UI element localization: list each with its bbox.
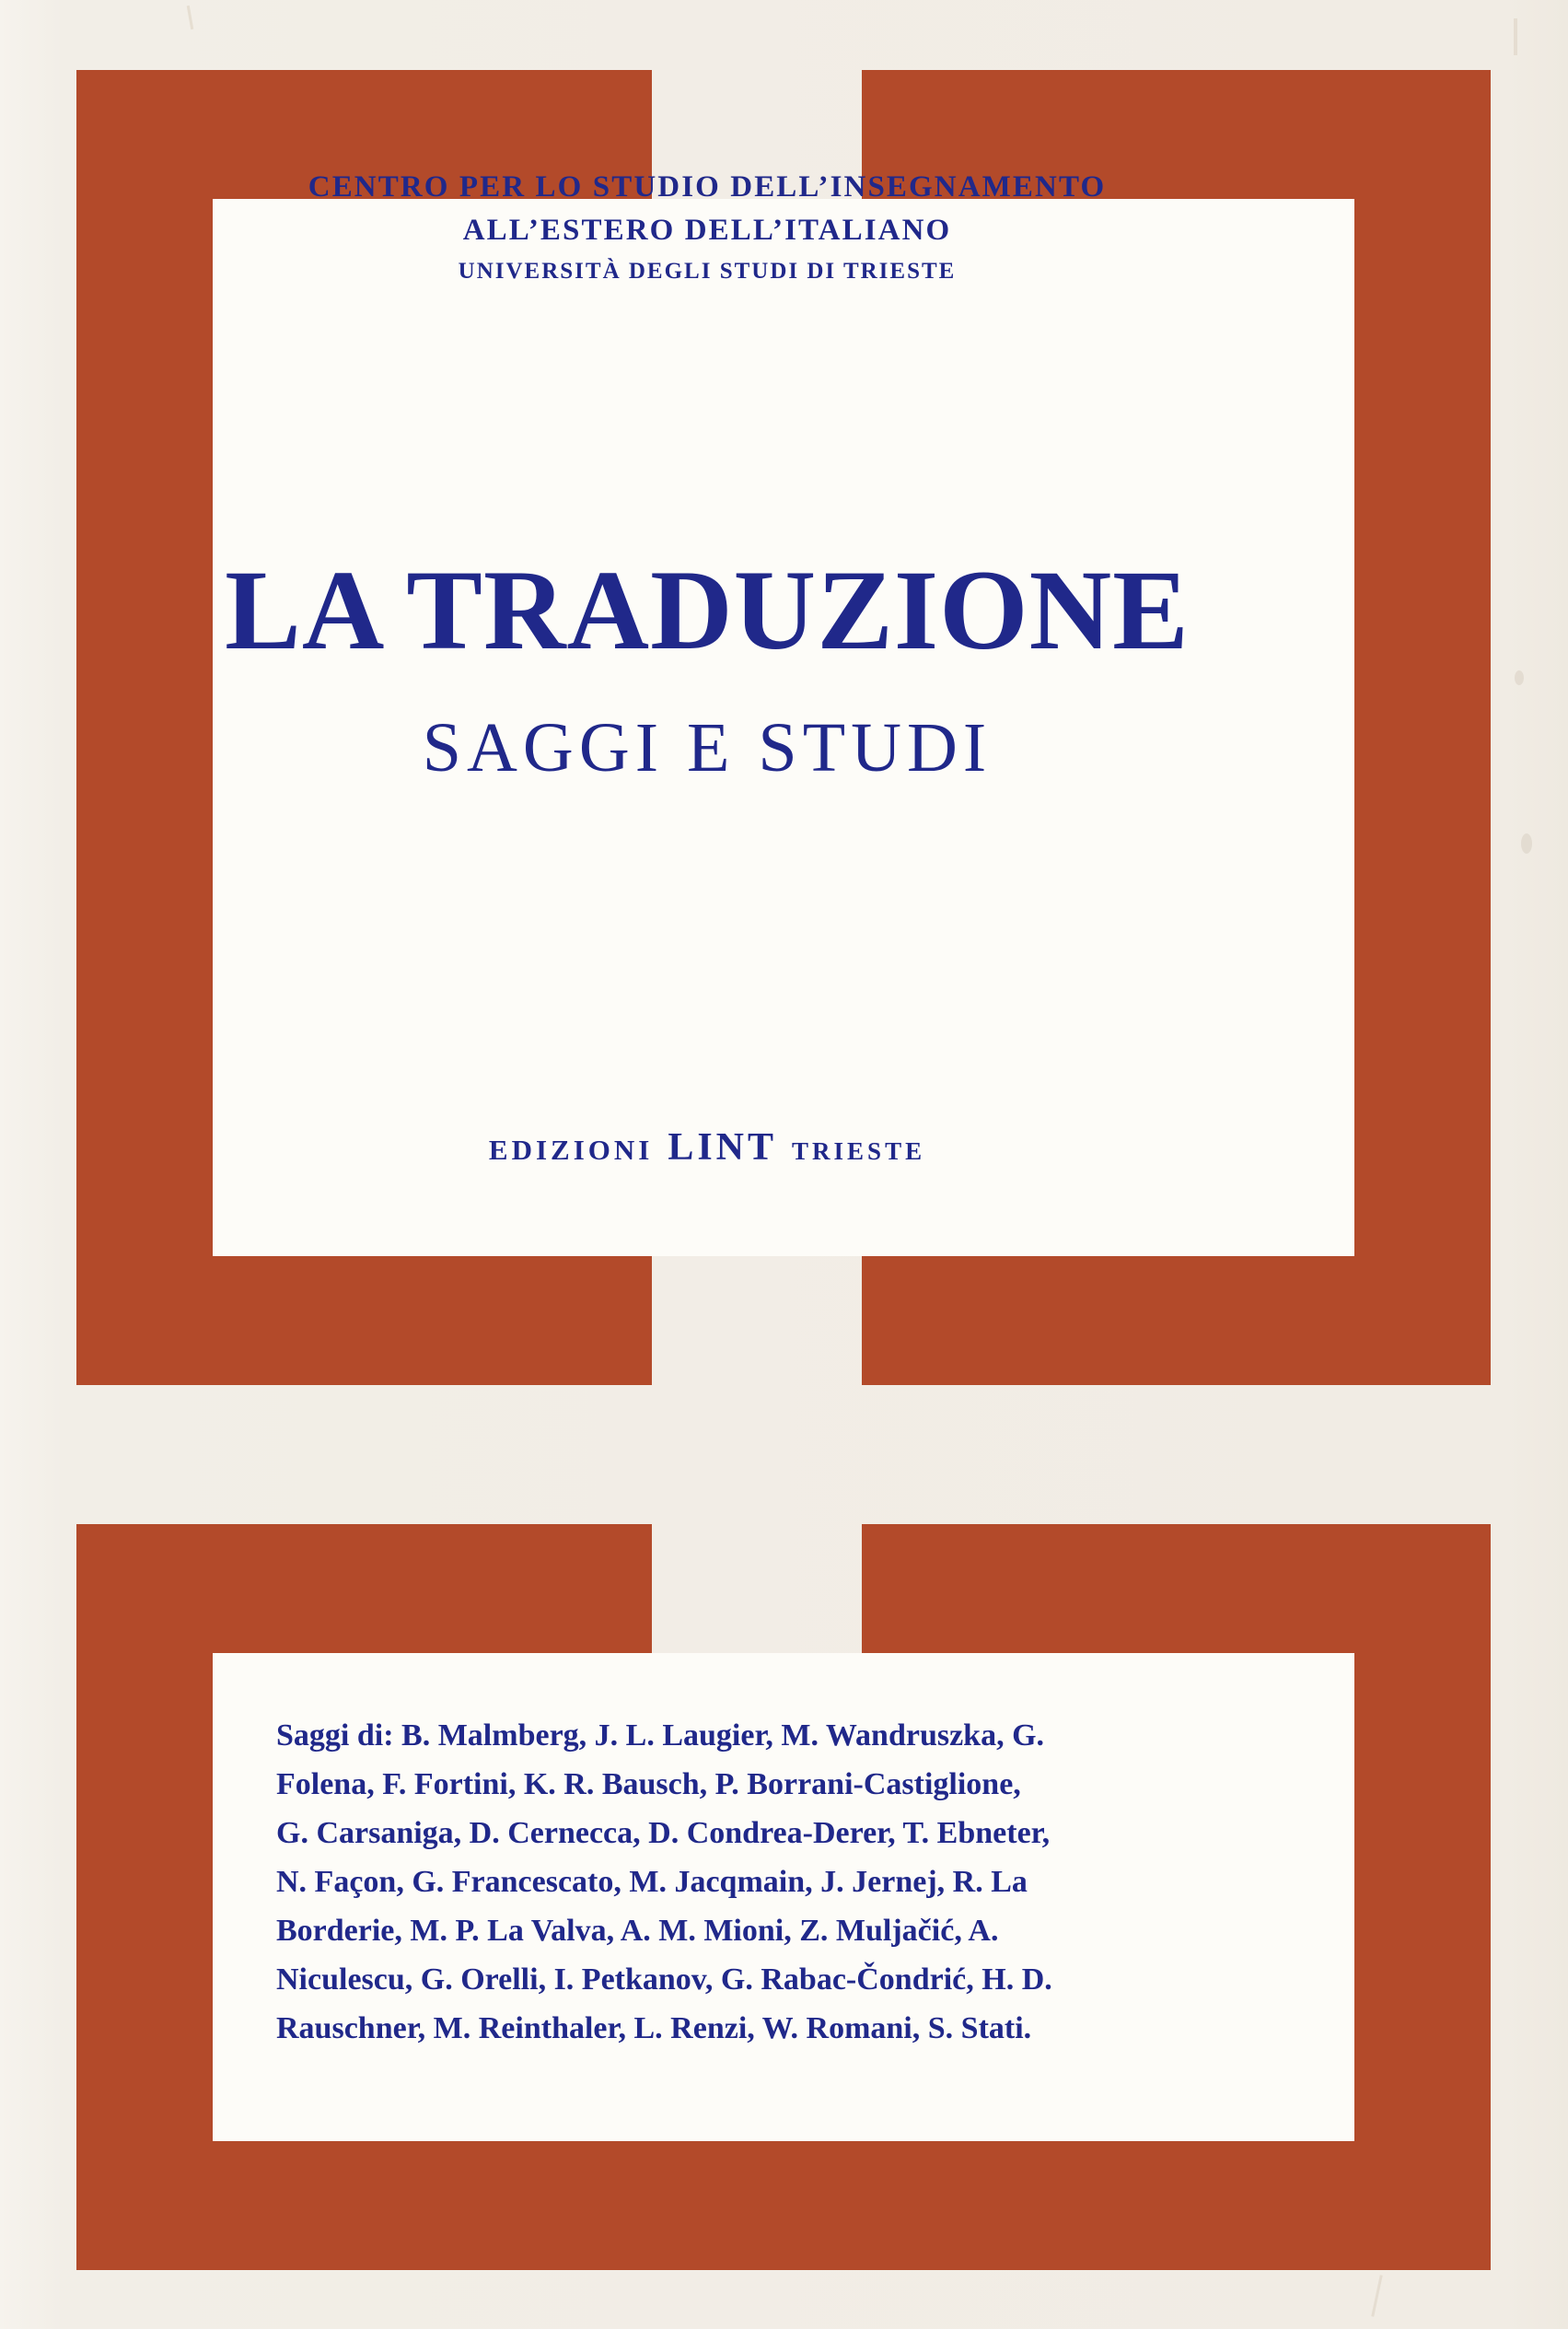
organization-line-2: ALL’ESTERO DELL’ITALIANO — [462, 214, 952, 247]
frame-bar-bottom-right — [862, 1256, 1491, 1385]
contributors-list — [276, 1711, 1278, 2053]
book-subtitle: SAGGI E STUDI — [422, 709, 993, 786]
organization-line-3: UNIVERSITÀ DEGLI STUDI DI TRIESTE — [458, 259, 957, 284]
contributors-line: G. Carsaniga, D. Cernecca, D. Condrea-Derer, T. Ebneter, — [276, 1816, 1051, 1850]
bottom-frame-bar-bottom — [76, 2141, 1491, 2270]
organization-header — [136, 166, 1278, 291]
book-title: LA TRADUZIONE — [225, 547, 1190, 673]
paper-speck — [1521, 833, 1532, 854]
organization-line-1: CENTRO PER LO STUDIO DELL’INSEGNAMENTO — [308, 170, 1107, 204]
publisher-word-trieste: TRIESTE — [792, 1137, 926, 1165]
publisher-imprint — [136, 1125, 1278, 1170]
frame-bar-bottom-left — [76, 1256, 652, 1385]
contributors-line: Saggi di: B. Malmberg, J. L. Laugier, M. Wandruszka, G. — [276, 1718, 1045, 1753]
publisher-word-edizioni: EDIZIONI — [488, 1134, 654, 1166]
paper-crease — [1514, 18, 1517, 55]
contributors-line: Folena, F. Fortini, K. R. Bausch, P. Borrani-Castiglione, — [276, 1767, 1021, 1801]
frame-column-right — [1354, 70, 1491, 1385]
publisher-word-lint: LINT — [668, 1126, 778, 1169]
paper-speck — [1515, 670, 1524, 685]
contributors-line: Borderie, M. P. La Valva, A. M. Mioni, Z. Muljačić, A. — [276, 1914, 999, 1948]
contributors-line: Niculescu, G. Orelli, I. Petkanov, G. Rabac-Čondrić, H. D. — [276, 1962, 1052, 1997]
contributors-line: N. Façon, G. Francescato, M. Jacqmain, J. Jernej, R. La — [276, 1865, 1028, 1899]
contributors-line: Rauschner, M. Reinthaler, L. Renzi, W. Romani, S. Stati. — [276, 2011, 1032, 2045]
